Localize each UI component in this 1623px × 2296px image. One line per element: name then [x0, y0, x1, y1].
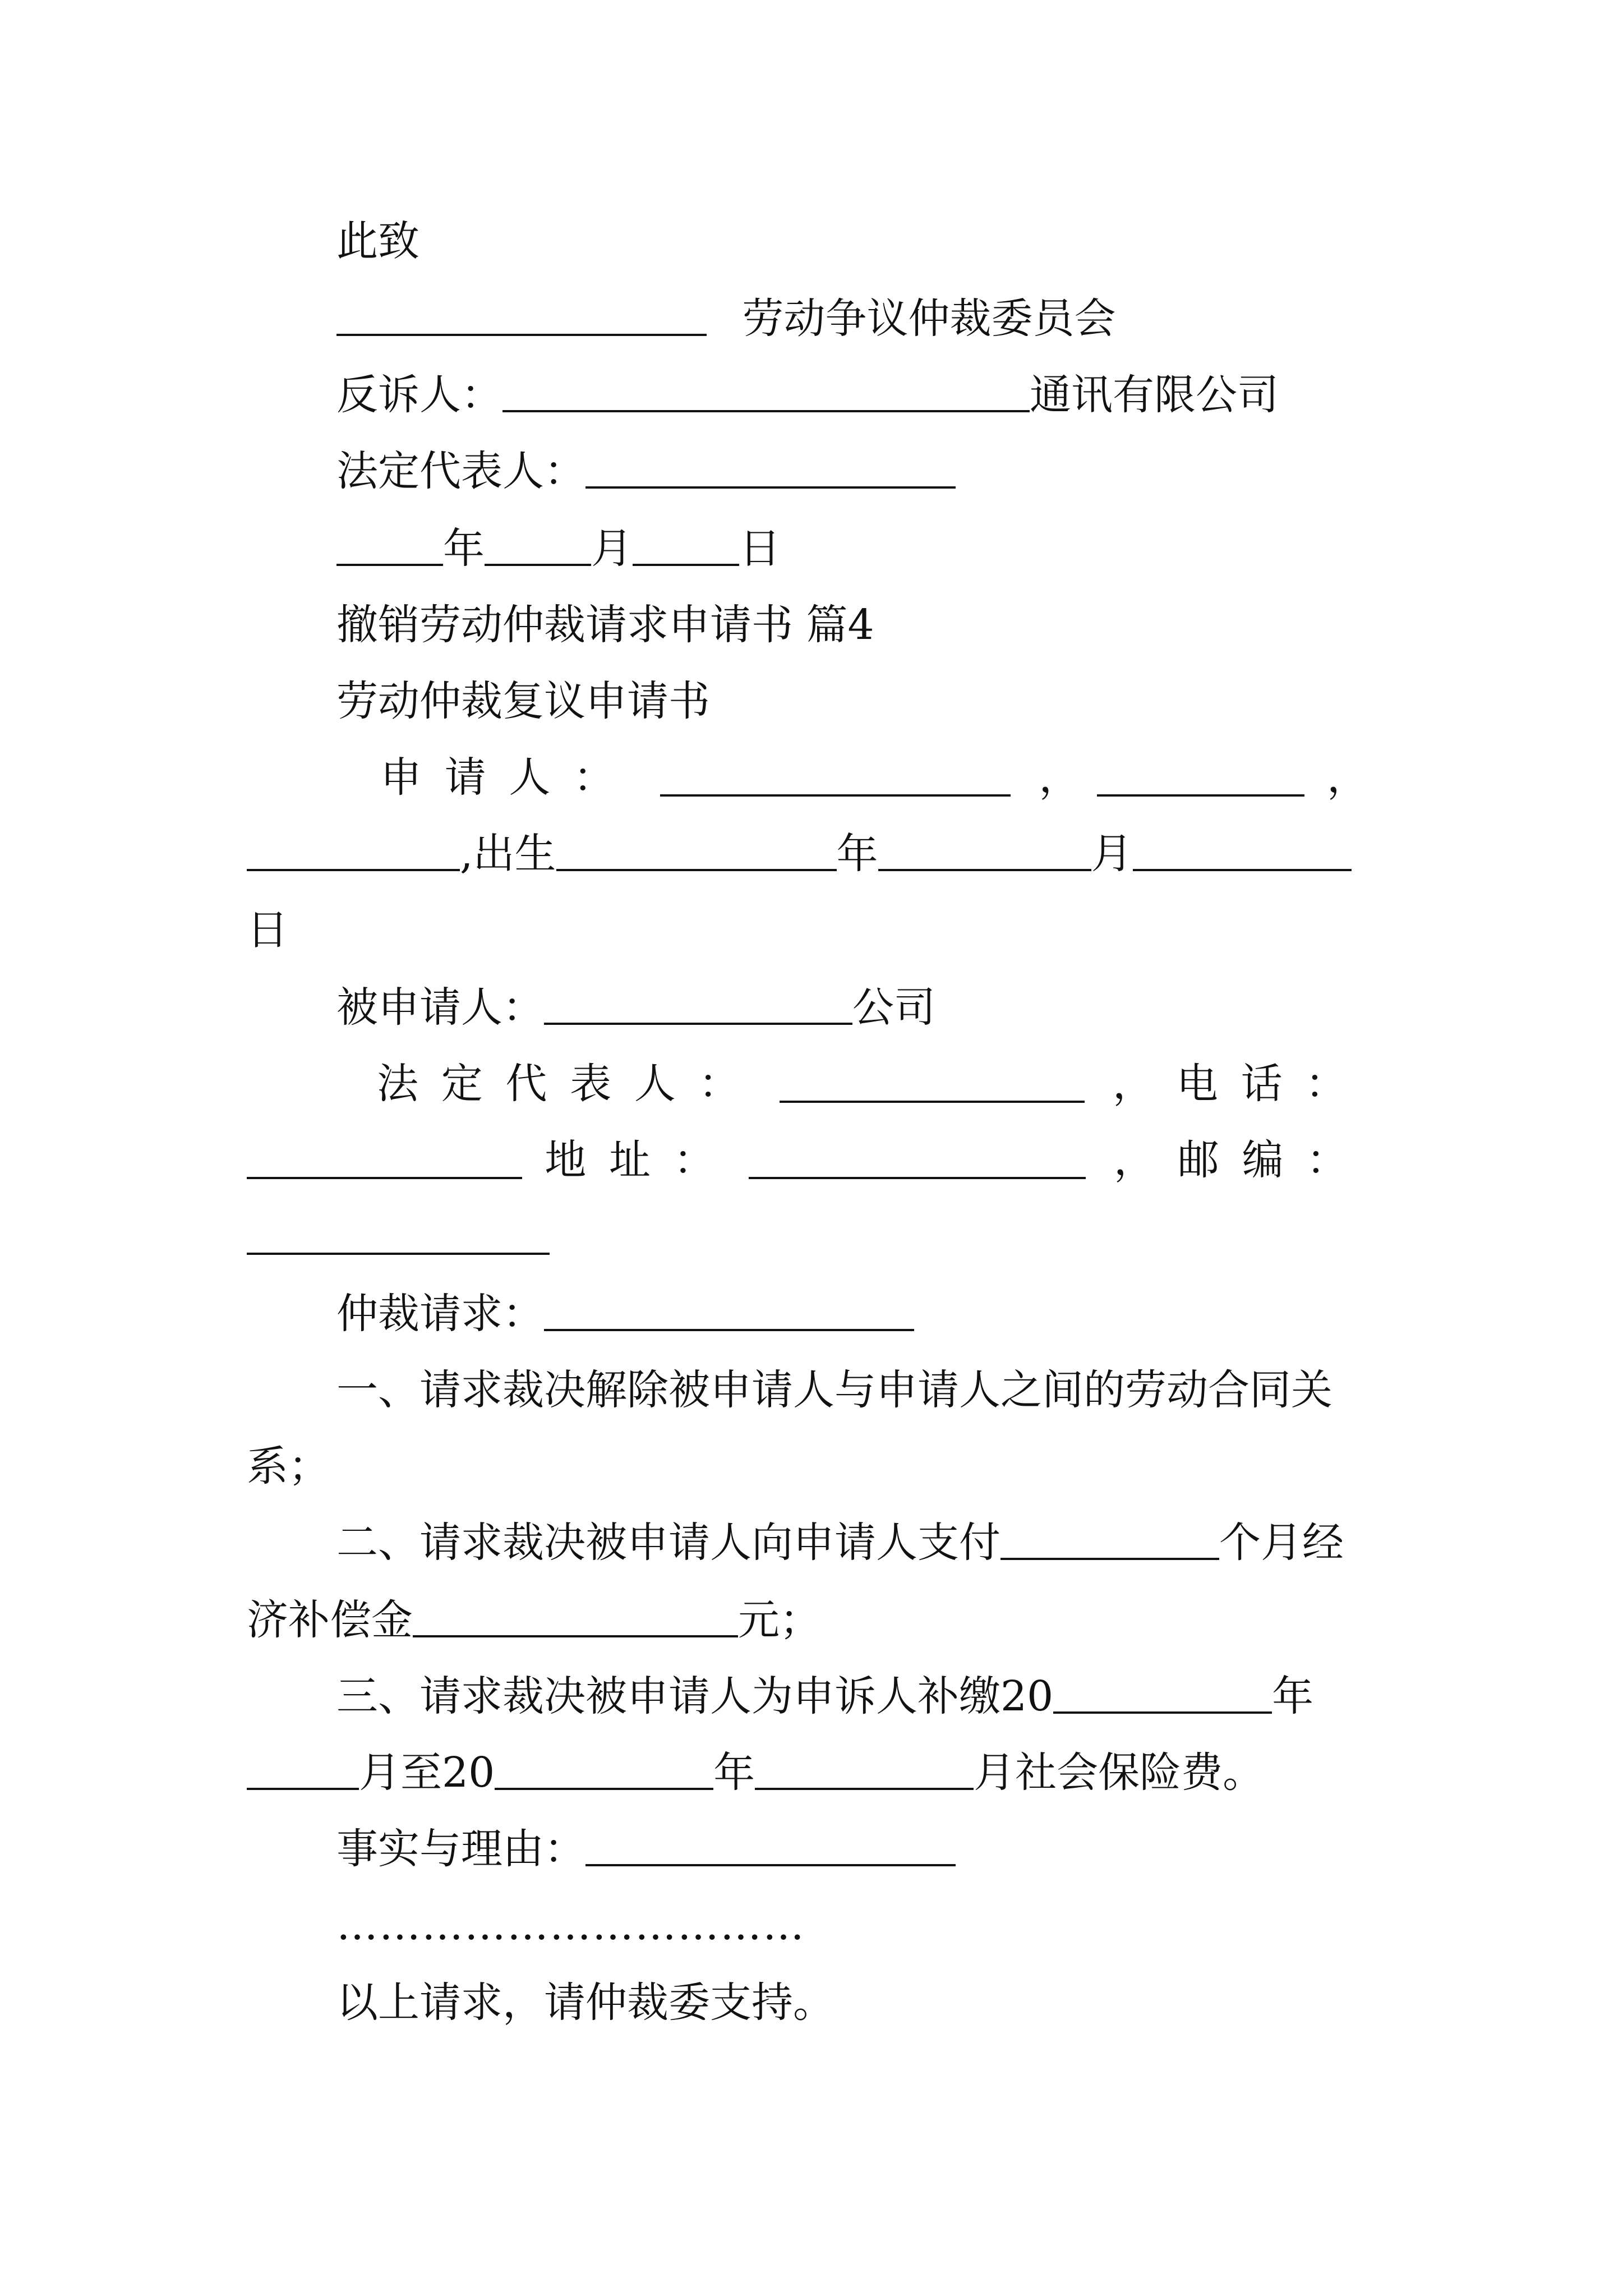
blank-counter-claimant [502, 374, 1030, 412]
postcode-blank-line [247, 1204, 550, 1271]
claims-line [336, 1280, 914, 1347]
blank-end-year [495, 1752, 713, 1790]
claim2-text-b: 济补偿金 [247, 1596, 413, 1644]
claim3-text-a: 三、请求裁决被申请人为申诉人补缴20 [336, 1672, 1054, 1720]
blank-claims [544, 1293, 914, 1331]
legal-rep-line-2 [377, 1050, 1370, 1117]
birth-prefix: ,出生 [460, 830, 556, 878]
birth-month: 月 [1091, 830, 1133, 878]
blank-applicant-nation [247, 833, 460, 871]
ellipsis-text: …………………………… [336, 1901, 805, 1949]
birth-day: 日 [247, 906, 288, 954]
blank-year [336, 528, 443, 566]
blank-postcode [247, 1217, 550, 1255]
blank-start-month [247, 1752, 359, 1790]
blank-respondent [544, 987, 852, 1025]
ellipsis-line [336, 1892, 805, 1959]
applicant-line [380, 744, 1368, 811]
applicant-label: 申请人： [380, 753, 638, 802]
blank-facts [585, 1828, 956, 1866]
claim1-text-b: 系； [247, 1442, 330, 1490]
committee-line [336, 285, 1116, 352]
blank-legal-rep-1 [585, 450, 956, 489]
claim2-text-a: 二、请求裁决被申请人向申请人支付 [336, 1519, 1000, 1567]
postcode-label: 邮编： [1177, 1136, 1371, 1184]
claim3-suffix-a: 年 [1272, 1672, 1314, 1720]
address-comma: ， [1113, 1136, 1155, 1184]
doc-title-text: 劳动仲裁复议申请书 [336, 677, 710, 725]
blank-start-year [1053, 1676, 1272, 1714]
blank-birth-day [1133, 833, 1352, 871]
counter-claimant-label: 反诉人： [336, 371, 502, 419]
claim1-line-b [247, 1433, 330, 1500]
closing-line [336, 1969, 834, 2036]
respondent-suffix: 公司 [852, 983, 935, 1032]
claim2-line-b [247, 1586, 821, 1654]
legal-rep-label-1: 法定代表人： [336, 447, 585, 495]
respondent-line [336, 974, 935, 1041]
phone-label: 电话： [1176, 1060, 1370, 1108]
birth-year: 年 [836, 830, 878, 878]
address-label: 地址： [545, 1136, 738, 1184]
facts-line [336, 1815, 956, 1883]
salutation-text: 此致 [336, 217, 419, 265]
blank-months [1000, 1522, 1219, 1560]
salutation [336, 208, 419, 275]
closing-text: 以上请求，请仲裁委支持。 [336, 1978, 834, 2027]
section-title-text: 撤销劳动仲裁请求申请书 篇4 [336, 601, 874, 649]
section-title [336, 591, 874, 659]
legal-rep-label-2: 法定代表人： [377, 1060, 763, 1108]
claim3-text-b1: 月至20 [359, 1749, 495, 1797]
blank-birth-month [878, 833, 1091, 871]
blank-birth-year [556, 833, 837, 871]
blank-address [749, 1141, 1085, 1179]
facts-label: 事实与理由： [336, 1825, 585, 1873]
claim2-line-a [336, 1509, 1344, 1576]
claim3-line-b [247, 1739, 1264, 1806]
claim3-line-a [336, 1663, 1313, 1730]
date-year: 年 [443, 524, 485, 573]
blank-day [633, 528, 739, 566]
date-month: 月 [591, 524, 633, 573]
claim3-text-b2: 年 [713, 1749, 755, 1797]
claim2-suffix-a: 个月经 [1219, 1519, 1344, 1567]
address-line [247, 1126, 1371, 1194]
blank-compensation [413, 1599, 738, 1637]
claim1-line-a [336, 1356, 1332, 1424]
blank-applicant-name [660, 758, 1011, 797]
blank-legal-rep-2 [780, 1065, 1085, 1103]
legal-rep-line-1 [336, 438, 956, 505]
counter-claimant-suffix: 通讯有限公司 [1030, 371, 1279, 419]
claims-label: 仲裁请求： [336, 1290, 544, 1338]
counter-claimant-line [336, 361, 1279, 429]
birth-line [247, 820, 1352, 887]
blank-phone [247, 1141, 522, 1179]
committee-text: 劳动争议仲裁委员会 [742, 295, 1116, 343]
applicant-comma-1: ， [1039, 753, 1081, 802]
applicant-comma-2: ， [1327, 753, 1368, 802]
respondent-label: 被申请人： [336, 983, 544, 1032]
claim2-suffix-b: 元； [738, 1596, 821, 1644]
birth-day-line [247, 896, 288, 964]
claim1-text-a: 一、请求裁决解除被申请人与申请人之间的劳动合同关 [336, 1366, 1332, 1414]
date-day: 日 [739, 524, 781, 573]
legal-rep-comma: ， [1112, 1060, 1154, 1108]
claim3-text-b3: 月社会保险费。 [974, 1749, 1265, 1797]
blank-month [485, 528, 591, 566]
blank-applicant-gender [1097, 758, 1304, 797]
doc-title [336, 668, 710, 735]
date-line [336, 515, 781, 582]
blank-committee-name [336, 298, 707, 336]
blank-end-month [755, 1752, 974, 1790]
